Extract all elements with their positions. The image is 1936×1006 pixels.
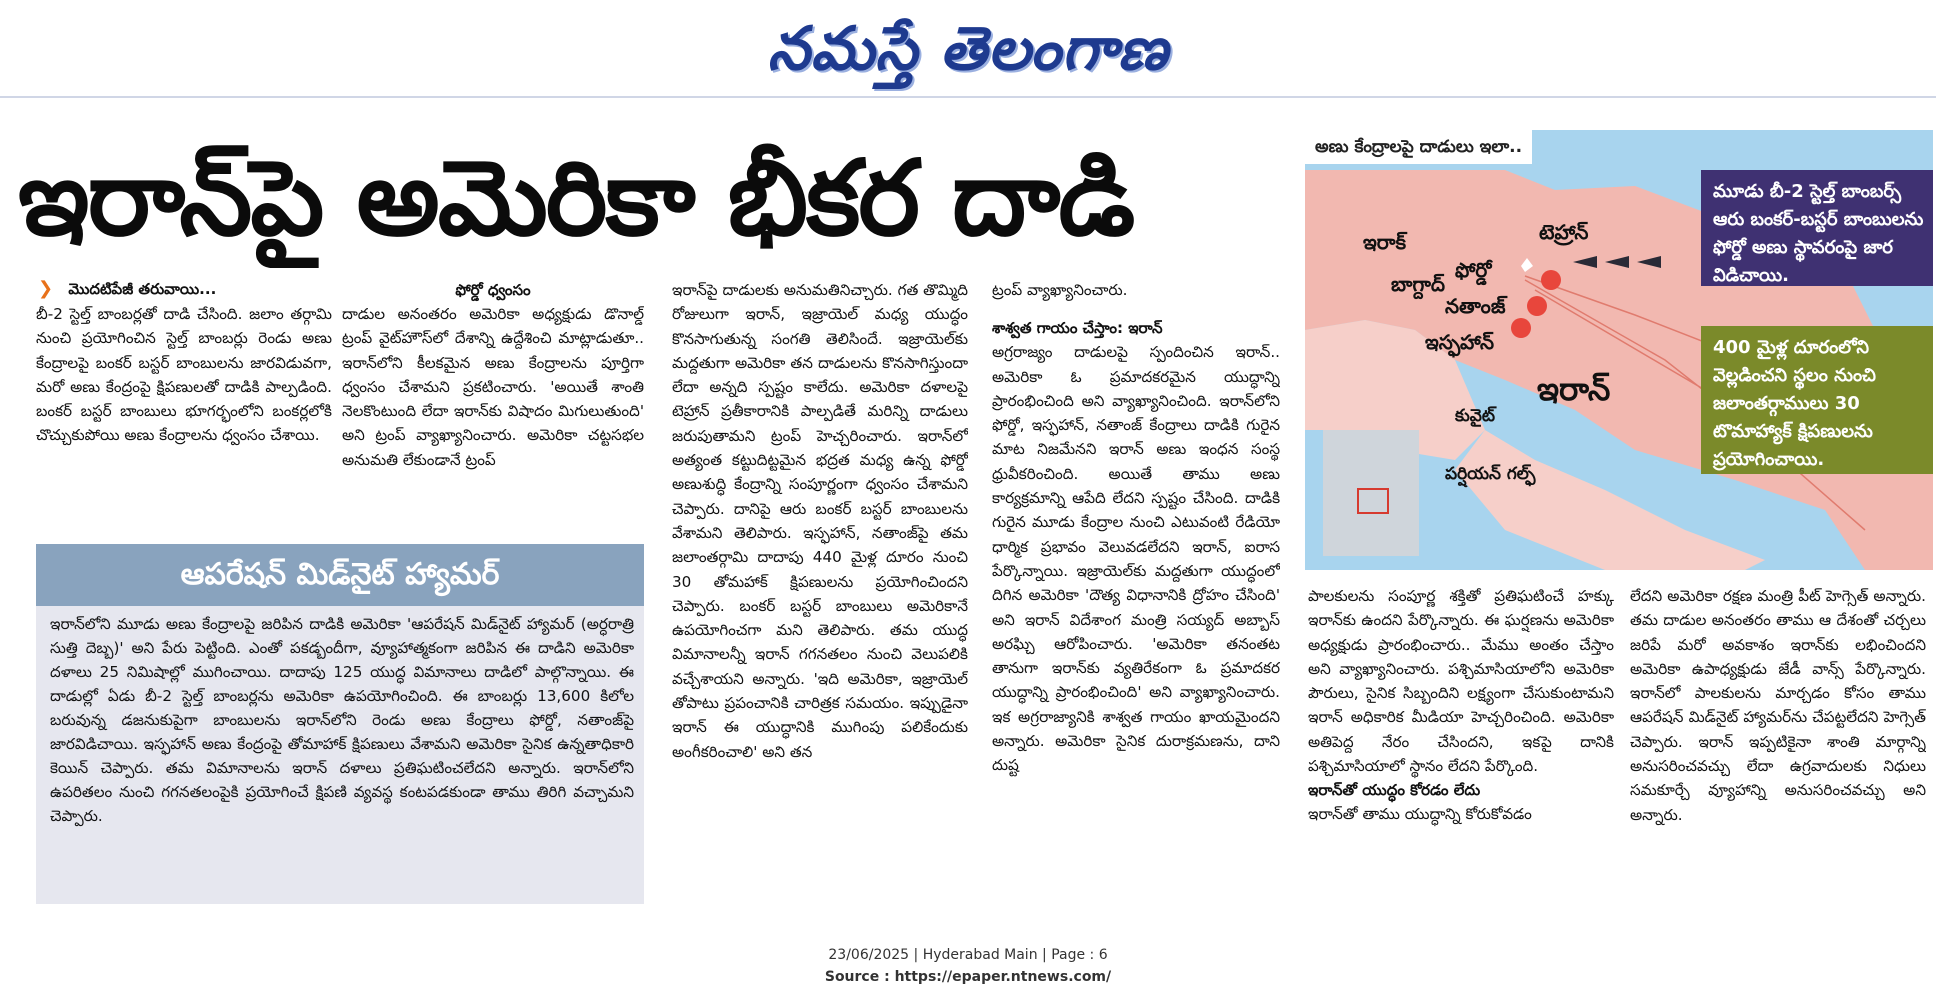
article-column-4 — [992, 278, 1280, 912]
article-column-1 — [36, 302, 332, 528]
map-title: అణు కేంద్రాలపై దాడులు ఇలా.. — [1305, 130, 1532, 164]
column-2-subhead: ఫోర్డో ధ్వంసం — [455, 281, 531, 299]
newspaper-name: నమస్తే తెలంగాణ — [767, 14, 1169, 84]
article-column-6 — [1630, 584, 1926, 912]
page-footer — [0, 944, 1936, 988]
column-5-tail: ఇరాన్‌తో తాము యుద్ధాన్ని కోరుకోవడం — [1308, 805, 1532, 824]
map-label-baghdad: బాగ్దాద్ — [1391, 272, 1445, 296]
chevron-right-icon: ❯ — [38, 278, 54, 299]
footer-source[interactable]: Source : https://epaper.ntnews.com/ — [824, 969, 1112, 985]
column-3-text: ఇరాన్‌పై దాడులకు అనుమతినిచ్చారు. గత తొమ్మిది రోజులుగా ఇరాన్, ఇజ్రాయెల్ మధ్య యుద్ధం కొనసాగుతున్న సంగతి తెలిసిందే. ఇజ్రాయెల్‌కు మద్దతుగా అమెరికా తన దాడులను కొనసాగిస్తుందా లేదా అన్నది స్పష్టం కాలేదు. అమెరికా దళాలపై టెహ్రాన్ ప్రతీకారానికి పాల్పడితే మరిన్ని దాడులు జరుపుతామని ట్రంప్ హెచ్చరించారు. ఇరాన్‌లో అత్యంత కట్టుదిట్టమైన భద్రత మధ్య ఉన్న ఫోర్డో అణుశుద్ధి కేంద్రాన్ని సంపూర్ణంగా ధ్వంసం చేశామని చెప్పారు. దానిపై ఆరు బంకర్ బస్టర్ బాంబులను వేశామని తెలిపారు. ఇస్ఫహాన్, నతాంజ్‌పై తమ జలాంతర్గామి దాదాపు 440 మైళ్ల దూరం నుంచి 30 తోమహాక్ క్షిపణులను ప్రయోగించిందని చెప్పారు. బంకర్ బస్టర్ బాంబులు అమెరికానే ఉపయోగించగా మని తెలిపారు. తమ యుద్ధ విమానాలన్నీ ఇరాన్ గగనతలం నుంచి వెలుపలికి వచ్చేశాయని అన్నారు. 'ఇది అమెరికా, ఇజ్రాయెల్ తోపాటు ప్రపంచానికి చారిత్రక సమయం. ఇప్పుడైనా ఇరాన్ ఈ యుద్ధానికి ముగింపు పలికేందుకు అంగీకరించాలి' అని తన — [672, 281, 968, 761]
column-6-text: లేదని అమెరికా రక్షణ మంత్రి పీట్ హెగ్సెత్ అన్నారు. తమ దాడుల అనంతరం తాము ఆ దేశంతో చర్చలు జరిపే మరో అవకాశం ఇరాన్‌కు లభించిందని అమెరికా ఉపాధ్యక్షుడు జేడీ వాన్స్ పేర్కొన్నారు. ఇరాన్‌లో పాలకులను మార్చడం కోసం తాము ఆపరేషన్ మిడ్‌నైట్ హ్యామర్‌ను చేపట్టలేదని హెగ్సెత్ చెప్పారు. ఇరాన్ ఇప్పటికైనా శాంతి మార్గాన్ని అనుసరించవచ్చు లేదా ఉగ్రవాదులకు నిధులు సమకూర్చే వ్యూహాన్ని అనుసరించవచ్చు అని అన్నారు. — [1630, 587, 1926, 824]
callout-missiles: 400 మైళ్ల దూరంలోని వెల్లడించని స్థలం నుంచి జలాంతర్గాములు 30 టొమాహ్యాక్ క్షిపణులను ప్రయోగించాయి. — [1701, 326, 1933, 474]
map-label-isfahan: ఇస్ఫహాన్ — [1425, 330, 1495, 354]
column-4-lead: ట్రంప్ వ్యాఖ్యానించారు. — [992, 281, 1128, 299]
locator-inset-map — [1323, 430, 1419, 556]
column-1-text: బీ-2 స్టెల్త్ బాంబర్లతో దాడి చేసింది. జలాం తర్గామి నుంచి ప్రయోగించిన స్టెల్త్ బాంబర్లు రెండు అణు కేంద్రాలపై బంకర్ బస్టర్ బాంబులను జారవిడువగా, మరో అణు కేంద్రంపై క్షిపణులతో దాడికి పాల్పడింది. బంకర్ బస్టర్ బాంబులు భూగర్భంలోని బంకర్లలోకి చొచ్చుకుపోయి అణు కేంద్రాలను ధ్వంసం చేశాయి. — [36, 305, 332, 445]
footer-date-edition: 23/06/2025 | Hyderabad Main | Page : 6 — [828, 947, 1108, 963]
map-label-kuwait: కువైట్ — [1455, 406, 1495, 426]
map-label-gulf: పర్షియన్ గల్ఫ్ — [1445, 464, 1536, 484]
masthead — [0, 0, 1936, 100]
continuation-text: మొదటిపేజీ తరువాయి... — [68, 280, 217, 298]
natanz-strike-icon — [1527, 296, 1547, 316]
article-column-2 — [342, 278, 644, 530]
column-5-subhead: ఇరాన్‌తో యుద్ధం కోరడం లేదు — [1308, 781, 1481, 800]
masthead-rule — [0, 96, 1936, 98]
column-4-text: అగ్రరాజ్యం దాడులపై స్పందించిన ఇరాన్.. అమెరికా ఓ ప్రమాదకరమైన యుద్ధాన్ని ప్రారంభించింది అని వ్యాఖ్యానించింది. ఇరాన్‌లోని ఫోర్డో, ఇస్ఫహాన్, నతాంజ్ కేంద్రాలు దాడికి గురైన మాట నిజమేనని ఇరాన్ అణు ఇంధన సంస్థ ధ్రువీకరించింది. అయితే తాము అణు కార్యక్రమాన్ని ఆపేది లేదని స్పష్టం చేసింది. దాడికి గురైన మూడు కేంద్రాల నుంచి ఎటువంటి రేడియో ధార్మిక ప్రభావం వెలువడలేదని ఇరాన్, ఐరాస పేర్కొన్నాయి. ఇజ్రాయెల్‌కు మద్దతుగా యుద్ధంలో దిగిన అమెరికా 'దౌత్య విధానానికి ద్రోహం చేసింది' అని ఇరాన్ విదేశాంగ మంత్రి సయ్యద్ అబ్బాస్ అరఘ్చి ఆరోపించారు. 'అమెరికా తనంతట తానుగా ఇరాన్‌కు వ్యతిరేకంగా ఓ ప్రమాదకర యుద్ధాన్ని ప్రారంభించింది' అని వ్యాఖ్యానించారు. ఇక అగ్రరాజ్యానికి శాశ్వత గాయం ఖాయమైందని అన్నారు. అమెరికా సైనిక దురాక్రమణను, దాని దుష్ట — [992, 343, 1280, 775]
column-4-subhead: శాశ్వత గాయం చేస్తాం: ఇరాన్ — [992, 319, 1163, 338]
attack-map — [1305, 130, 1933, 570]
map-label-natanz: నతాంజ్ — [1445, 294, 1506, 318]
map-label-iran: ఇరాన్ — [1537, 370, 1611, 408]
isfahan-strike-icon — [1511, 318, 1531, 338]
column-5-text: పాలకులను సంపూర్ణ శక్తితో ప్రతిఘటించే హక్కు ఇరాన్‌కు ఉందని పేర్కొన్నారు. ఈ ఘర్షణను అమెరికా అధ్యక్షుడు ప్రారంభించారు.. మేము అంతం చేస్తాం అని వ్యాఖ్యానించారు. పశ్చిమాసియాలోని అమెరికా పౌరులు, సైనిక సిబ్బందిని లక్ష్యంగా చేసుకుంటామని ఇరాన్ అధికారిక మీడియా హెచ్చరించింది. అమెరికా అతిపెద్ద నేరం చేసిందని, ఇకపై దానికి పశ్చిమాసియాలో స్థానం లేదని పేర్కొంది. — [1308, 587, 1614, 776]
article-column-5 — [1308, 584, 1614, 912]
map-label-tehran: టెహ్రాన్ — [1539, 220, 1589, 244]
callout-bombers: మూడు బీ-2 స్టెల్త్ బాంబర్స్ ఆరు బంకర్-బస్టర్ బాంబులను ఫోర్డో అణు స్థావరంపై జార విడిచాయి. — [1701, 170, 1933, 286]
operation-box-text: ఇరాన్‌లోని మూడు అణు కేంద్రాలపై జరిపిన దాడికి అమెరికా 'ఆపరేషన్ మిడ్‌నైట్ హ్యామర్ (అర్ధరాత్రి సుత్తి దెబ్బ)' అని పేరు పెట్టింది. ఎంతో పకడ్బందీగా, వ్యూహాత్మకంగా జరిపిన ఈ దాడిని అమెరికా దళాలు 25 నిమిషాల్లో ముగించాయి. దాదాపు 125 యుద్ధ విమానాలు దాడిలో పాల్గొన్నాయి. ఈ దాడుల్లో ఏడు బీ-2 స్టెల్త్ బాంబర్లను అమెరికా ఉపయోగించింది. ఈ బాంబర్లు 13,600 కిలోల బరువున్న డజనుకుపైగా బాంబులను ఇరాన్‌లోని రెండు అణు కేంద్రాలు ఫోర్డో, నతాంజ్‌పై జారవిడిచాయి. ఇస్ఫహాన్ అణు కేంద్రంపై తోమాహాక్ క్షిపణులు వేశామని అమెరికా సైనిక ఉన్నతాధికారి కెయిన్ చెప్పారు. తమ విమానాలను ఇరాన్ దళాలు ప్రతిఘటించలేదని అన్నారు. ఇరాన్‌లోని ఉపరితలం నుంచి గగనతలంపైకి ప్రయోగించే క్షిపణి వ్యవస్థ కంటపడకుండా తాము తిరిగి వచ్చామని చెప్పారు. — [50, 615, 634, 825]
operation-box-title: ఆపరేషన్ మిడ్‌నైట్ హ్యామర్ — [36, 544, 644, 606]
fordow-strike-icon — [1541, 270, 1561, 290]
map-label-fordow: ఫోర్డో — [1455, 258, 1492, 282]
locator-marker — [1357, 488, 1389, 514]
article-column-3 — [672, 278, 968, 912]
column-2-text: దాడుల అనంతరం అమెరికా అధ్యక్షుడు డొనాల్డ్ ట్రంప్ వైట్‌హౌస్‌లో దేశాన్ని ఉద్దేశించి మాట్లాడుతూ.. ఇరాన్‌లోని కీలకమైన అణు కేంద్రాలను పూర్తిగా ధ్వంసం చేశామని ప్రకటించారు. 'అయితే శాంతి నెలకొంటుంది లేదా ఇరాన్‌కు విషాదం మిగులుతుంది' అని ట్రంప్ వ్యాఖ్యానించారు. అమెరికా చట్టసభల అనుమతి లేకుండానే ట్రంప్ — [342, 305, 644, 469]
map-label-iraq: ఇరాక్ — [1363, 230, 1407, 254]
headline: ఇరాన్‌పై అమెరికా భీకర దాడి — [18, 137, 1134, 259]
